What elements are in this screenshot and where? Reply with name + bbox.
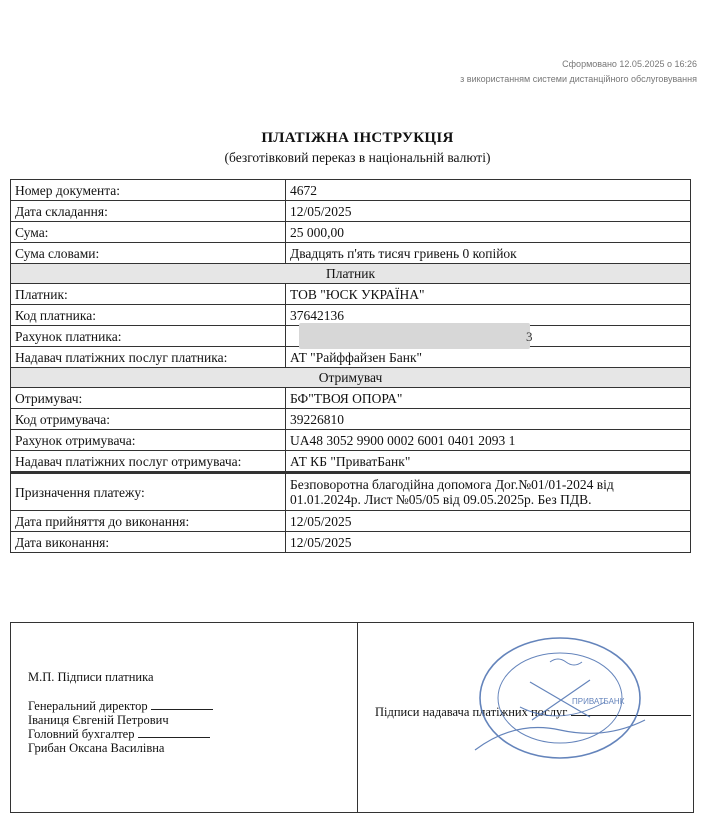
section-title: Отримувач [11, 368, 691, 388]
value-purpose: Безповоротна благодійна допомога Дог.№01/01-2024 від 01.01.2024р. Лист №05/05 від 09.05.2025р. Без ПДВ. [286, 473, 691, 511]
section-recipient [11, 368, 691, 388]
label: Номер документа: [11, 180, 286, 201]
label: Платник: [11, 284, 286, 305]
row-accepted-date [11, 511, 691, 532]
value-recipient-account: UA48 3052 9900 0002 6001 0401 2093 1 [286, 430, 691, 451]
row-payer-bank [11, 347, 691, 368]
value-amount-words: Двадцять п'ять тисяч гривень 0 копійок [286, 243, 691, 264]
accountant-line [28, 727, 210, 742]
value-accepted-date: 12/05/2025 [286, 511, 691, 532]
label: Надавач платіжних послуг отримувача: [11, 451, 286, 473]
account-tail: 3 [526, 329, 533, 344]
section-payer [11, 264, 691, 284]
label: Рахунок платника: [11, 326, 286, 347]
label: Сума: [11, 222, 286, 243]
accountant-name: Грибан Оксана Василівна [28, 741, 165, 755]
label: Дата виконання: [11, 532, 286, 553]
generated-timestamp: Сформовано 12.05.2025 о 16:26 [562, 59, 697, 69]
label: Отримувач: [11, 388, 286, 409]
value-date: 12/05/2025 [286, 201, 691, 222]
value-recipient-code: 39226810 [286, 409, 691, 430]
value-execution-date: 12/05/2025 [286, 532, 691, 553]
row-document-number [11, 180, 691, 201]
signature-line [151, 708, 213, 710]
row-recipient-name [11, 388, 691, 409]
row-recipient-account [11, 430, 691, 451]
value-payer-name: ТОВ "ЮСК УКРАЇНА" [286, 284, 691, 305]
label: Дата складання: [11, 201, 286, 222]
system-note: з використанням системи дистанційного обслуговування [460, 74, 697, 84]
document-title: ПЛАТІЖНА ІНСТРУКЦІЯ [261, 130, 454, 146]
row-purpose [11, 473, 691, 511]
redacted-account [299, 323, 530, 349]
bank-stamp-icon [460, 632, 650, 762]
stamp-wave [550, 659, 582, 665]
generation-info [460, 57, 697, 87]
document-subtitle: (безготівковий переказ в національній валюті) [224, 150, 491, 165]
row-recipient-bank [11, 451, 691, 473]
payment-table [10, 179, 691, 553]
row-execution-date [11, 532, 691, 553]
director-title: Генеральний директор [28, 699, 148, 713]
label: Рахунок отримувача: [11, 430, 286, 451]
stamp-caption: М.П. Підписи платника [28, 670, 154, 684]
label: Призначення платежу: [11, 473, 286, 511]
accountant-title: Головний бухгалтер [28, 727, 135, 741]
value-recipient-bank: АТ КБ "ПриватБанк" [286, 451, 691, 473]
director-line [28, 699, 213, 714]
row-recipient-code [11, 409, 691, 430]
label: Надавач платіжних послуг платника: [11, 347, 286, 368]
label: Дата прийняття до виконання: [11, 511, 286, 532]
value-payer-bank: АТ "Райффайзен Банк" [286, 347, 691, 368]
value-document-number: 4672 [286, 180, 691, 201]
value-amount: 25 000,00 [286, 222, 691, 243]
row-amount [11, 222, 691, 243]
stamp-text: ПРИВАТБАНК [572, 697, 625, 706]
row-amount-words [11, 243, 691, 264]
bank-signatures-label: Підписи надавача платіжних послуг [375, 705, 568, 719]
value-recipient-name: БФ"ТВОЯ ОПОРА" [286, 388, 691, 409]
label: Код отримувача: [11, 409, 286, 430]
section-title: Платник [11, 264, 691, 284]
stamp-signature [475, 720, 645, 750]
label: Код платника: [11, 305, 286, 326]
signature-divider [357, 622, 358, 813]
row-payer-name [11, 284, 691, 305]
label: Сума словами: [11, 243, 286, 264]
row-date [11, 201, 691, 222]
signature-line [138, 736, 210, 738]
value-payer-code: 37642136 [286, 305, 691, 326]
director-name: Іваниця Євгеній Петрович [28, 713, 169, 727]
